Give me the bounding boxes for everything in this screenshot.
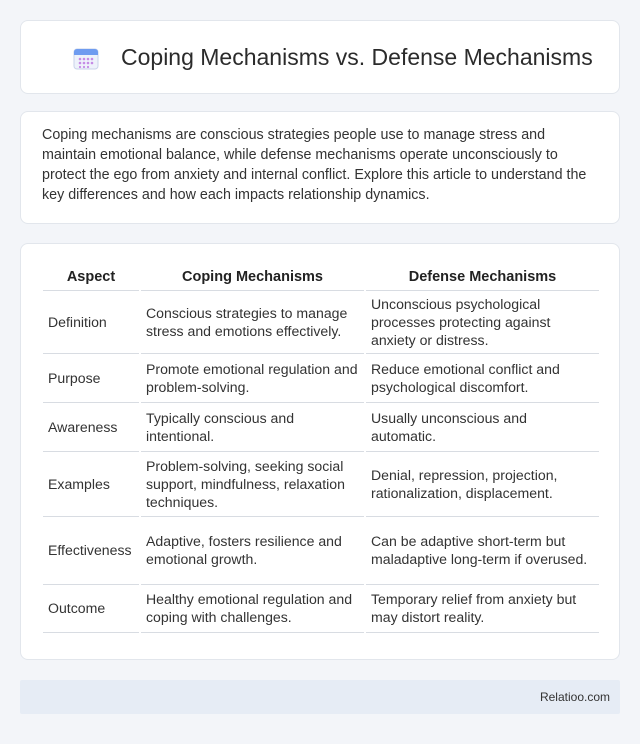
row-aspect: Examples [43, 451, 140, 516]
row-coping: Healthy emotional regulation and coping with challenges. [140, 584, 365, 632]
comparison-table-card [20, 243, 620, 660]
table-row [43, 451, 599, 516]
comparison-table [43, 264, 599, 633]
row-coping: Conscious strategies to manage stress and emotions effectively. [140, 290, 365, 353]
row-defense: Usually unconscious and automatic. [365, 402, 599, 451]
row-defense: Can be adaptive short-term but maladaptive long-term if overused. [365, 516, 599, 584]
table-row [43, 584, 599, 632]
title-card [20, 20, 620, 94]
row-aspect: Effectiveness [43, 516, 140, 584]
row-coping: Typically conscious and intentional. [140, 402, 365, 451]
row-defense: Reduce emotional conflict and psychological discomfort. [365, 353, 599, 402]
header-aspect: Aspect [43, 264, 140, 290]
page-title: Coping Mechanisms vs. Defense Mechanisms [121, 44, 593, 70]
row-aspect: Awareness [43, 402, 140, 451]
intro-card [20, 111, 620, 224]
footer-brand: Relatioo.com [539, 690, 610, 704]
header-defense: Defense Mechanisms [365, 264, 599, 290]
row-aspect: Outcome [43, 584, 140, 632]
table-row [43, 402, 599, 451]
intro-paragraph: Coping mechanisms are conscious strategies people use to manage stress and maintain emotional balance, while defense mechanisms operate unconsciously to protect the ego from anxiety and internal conflict. Explore this article to understand the key differences and how each impacts relationship dynamics. [42, 127, 587, 203]
header-coping: Coping Mechanisms [140, 264, 365, 290]
row-aspect: Definition [43, 290, 140, 353]
row-coping: Promote emotional regulation and problem-solving. [140, 353, 365, 402]
row-defense: Denial, repression, projection, rationalization, displacement. [365, 451, 599, 516]
table-row [43, 516, 599, 584]
calendar-icon [73, 48, 99, 70]
table-row [43, 353, 599, 402]
footer-bar [20, 680, 620, 714]
table-row [43, 290, 599, 353]
row-coping: Problem-solving, seeking social support, mindfulness, relaxation techniques. [140, 451, 365, 516]
table-header-row [43, 264, 599, 290]
row-coping: Adaptive, fosters resilience and emotional growth. [140, 516, 365, 584]
row-defense: Temporary relief from anxiety but may distort reality. [365, 584, 599, 632]
row-defense: Unconscious psychological processes protecting against anxiety or distress. [365, 290, 599, 353]
row-aspect: Purpose [43, 353, 140, 402]
